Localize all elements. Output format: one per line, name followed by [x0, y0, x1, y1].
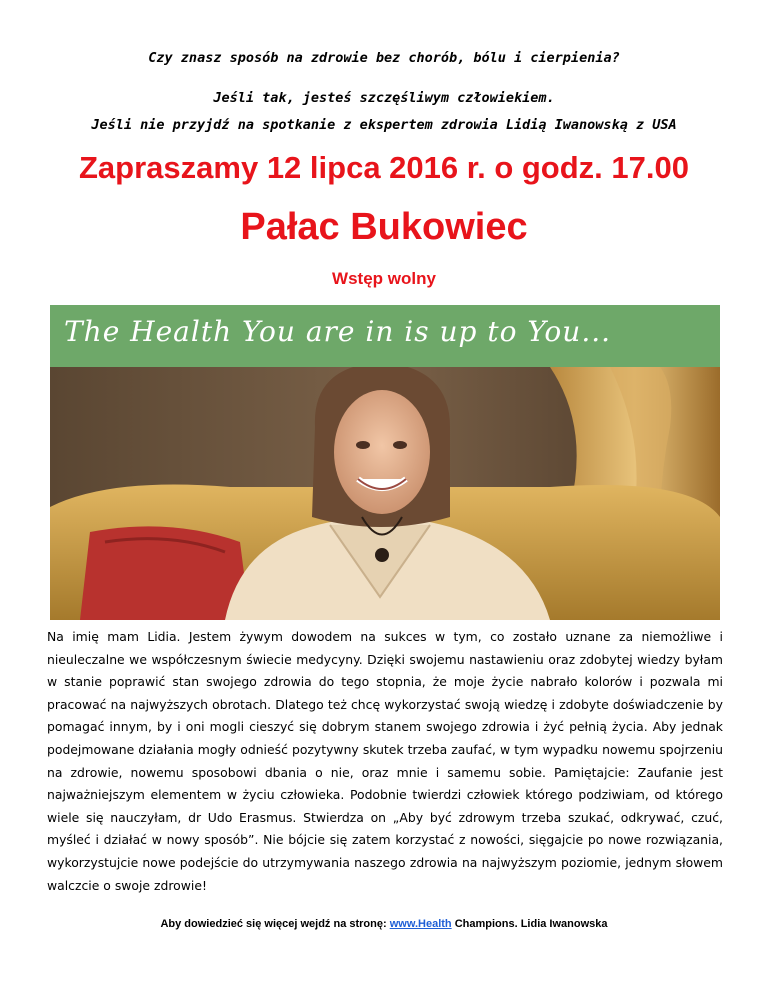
footer-more-info: [0, 918, 768, 930]
photo-banner-text: The Health You are in is up to You...: [64, 315, 612, 348]
speaker-portrait-image: [50, 367, 720, 620]
footer-suffix: Champions. Lidia Iwanowska: [451, 918, 608, 930]
intro-question: Czy znasz sposób na zdrowie bez chorób, bólu i cierpienia?: [148, 50, 620, 66]
event-venue-heading: Pałac Bukowiec: [240, 206, 528, 248]
speaker-photo: [50, 305, 720, 620]
footer-prefix: Aby dowiedzieć się więcej wejdź na stronę:: [160, 918, 390, 930]
event-date-heading: Zapraszamy 12 lipca 2016 r. o godz. 17.00: [79, 150, 689, 185]
intro-no-line: Jeśli nie przyjdź na spotkanie z ekspertem zdrowia Lidią Iwanowską z USA: [91, 117, 677, 133]
speaker-bio-paragraph: Na imię mam Lidia. Jestem żywym dowodem na sukces w tym, co zostało uznane za niemożliwe i nieuleczalne we współczesnym świecie medycyny. Dzięki swojemu nastawieniu oraz zdobytej wiedzy byłam w stanie poprawić stan swojego zdrowia do tego stopnia, że moje życie nabrało kolorów i pozwala mi pracować na najwyższych obrotach. Dlatego też chcę wykorzystać swoją wiedzę i zdobyte doświadczenie by pomagać innym, by i oni mogli cieszyć się dobrym stanem swojego zdrowia i żyć pełnią życia. Aby jednak podejmowane działania mogły odnieść pozytywny skutek trzeba zaufać, w tym wypadku nowemu spojrzeniu na zdrowie, nowemu sposobowi dbania o nie, oraz mnie i samemu sobie. Pamiętajcie: Zaufanie jest najważniejszym elementem w życiu człowieka. Podobnie twierdzi człowiek którego podziwiam, od którego wiele się nauczyłam, dr Udo Erasmus. Stwierdza on „Aby być zdrowym trzeba szukać, odkrywać, czuć, myśleć i działać w nowy sposób”. Nie bójcie się zatem korzystać z nowości, sięgajcie po nowe rozwiązania, wykorzystujcie nowe podejście do utrzymywania naszego zdrowia na najwyższym poziomie, jednym słowem walczcie o swoje zdrowie!: [47, 629, 723, 893]
photo-banner: [50, 305, 720, 367]
website-link[interactable]: www.Health: [389, 918, 452, 930]
admission-note: Wstęp wolny: [332, 269, 436, 288]
intro-yes-line: Jeśli tak, jesteś szczęśliwym człowiekiem.: [213, 90, 555, 106]
